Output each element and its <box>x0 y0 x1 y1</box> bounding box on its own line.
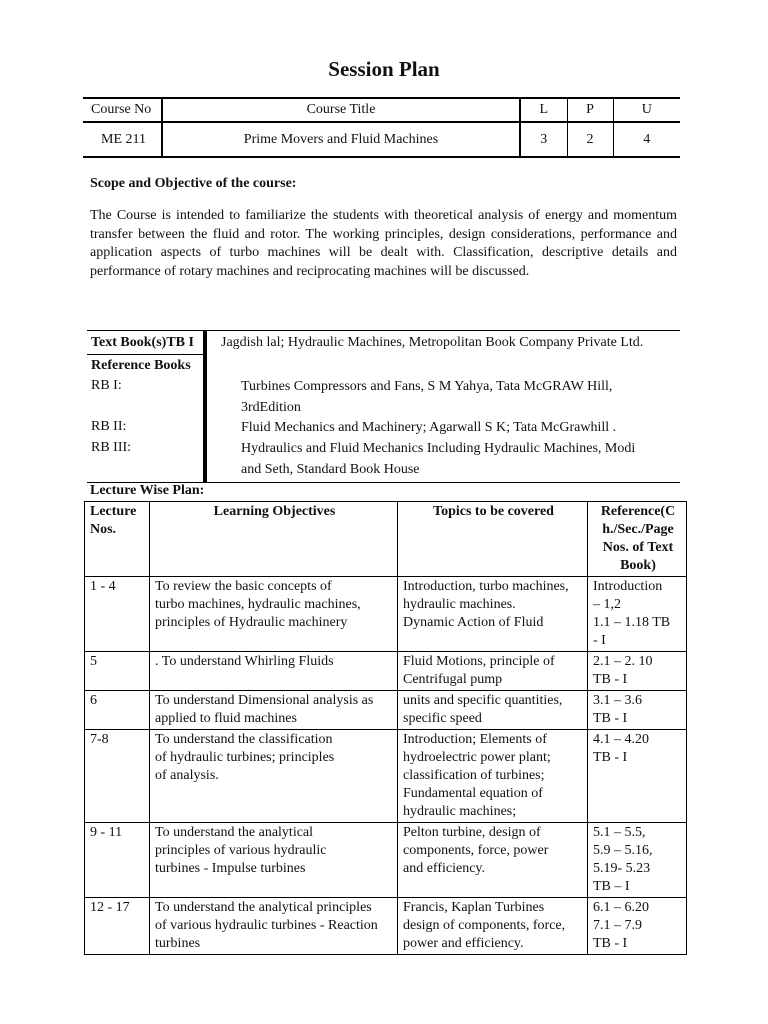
objective-cell-line: To understand the analytical principles <box>155 900 372 915</box>
header-lecture-nos <box>85 502 150 577</box>
reference-cell-line: 7.1 – 7.9 <box>593 918 642 933</box>
topics-cell-line: and efficiency. <box>403 861 486 876</box>
lecture-nos-cell-line: 7-8 <box>90 732 109 747</box>
lecture-nos-cell <box>85 730 150 823</box>
topics-cell <box>398 898 588 955</box>
objective-cell <box>150 691 398 730</box>
reference-cell-line: 5.19- 5.23 <box>593 861 651 876</box>
objective-cell-line: To review the basic concepts of <box>155 579 332 594</box>
rb3-line-1: Hydraulics and Fluid Mechanics Including Hydraulic Machines, Modi <box>241 441 636 456</box>
rb2-label: RB II: <box>91 419 127 434</box>
header-reference-line-2: h./Sec./Page <box>602 522 674 537</box>
reference-cell-line: 5.1 – 5.5, <box>593 825 646 840</box>
u-value: 4 <box>613 122 680 157</box>
header-reference-line-4: Book) <box>620 558 656 573</box>
objective-cell <box>150 898 398 955</box>
lecture-nos-cell-line: 1 - 4 <box>90 579 116 594</box>
rb2-text <box>241 417 677 438</box>
topics-cell-line: Dynamic Action of Fluid <box>403 615 544 630</box>
table-row <box>85 652 687 691</box>
reference-cell-line: TB - I <box>593 936 628 951</box>
reference-cell-line: 2.1 – 2. 10 <box>593 654 653 669</box>
topics-cell <box>398 577 588 652</box>
header-learning-objectives: Learning Objectives <box>150 502 398 577</box>
rb1-line-1: Turbines Compressors and Fans, S M Yahya, Tata McGRAW Hill, <box>241 379 613 394</box>
lecture-nos-cell-line: 5 <box>90 654 97 669</box>
objective-cell-line: of various hydraulic turbines - Reaction <box>155 918 378 933</box>
reference-cell-line: TB - I <box>593 711 628 726</box>
reference-cell <box>588 691 687 730</box>
objective-cell-line: of hydraulic turbines; principles <box>155 750 335 765</box>
objective-cell-line: turbo machines, hydraulic machines, <box>155 597 361 612</box>
reference-cell-line: 6.1 – 6.20 <box>593 900 649 915</box>
header-p: P <box>567 98 613 122</box>
header-reference <box>588 502 687 577</box>
books-block <box>87 330 680 483</box>
header-lecture-line-1: Lecture <box>90 504 137 519</box>
reference-cell <box>588 898 687 955</box>
objective-cell-line: To understand the analytical <box>155 825 314 840</box>
objective-cell <box>150 730 398 823</box>
lecture-nos-cell-line: 9 - 11 <box>90 825 123 840</box>
rb1-text <box>241 376 677 418</box>
objective-cell-line: principles of Hydraulic machinery <box>155 615 348 630</box>
lecture-nos-cell <box>85 577 150 652</box>
text-book-value: Jagdish lal; Hydraulic Machines, Metropolitan Book Company Private Ltd. <box>221 335 644 350</box>
topics-cell-line: components, force, power <box>403 843 549 858</box>
topics-cell-line: hydroelectric power plant; <box>403 750 551 765</box>
reference-cell-line: 4.1 – 4.20 <box>593 732 649 747</box>
rb3-label: RB III: <box>91 440 132 455</box>
rb3-text <box>241 438 677 480</box>
books-separator <box>87 354 204 355</box>
header-course-no: Course No <box>83 98 162 122</box>
reference-cell-line: TB - I <box>593 672 628 687</box>
header-u: U <box>613 98 680 122</box>
reference-cell-line: TB – I <box>593 879 630 894</box>
header-topics: Topics to be covered <box>398 502 588 577</box>
reference-cell <box>588 730 687 823</box>
reference-cell-line: 5.9 – 5.16, <box>593 843 653 858</box>
topics-cell <box>398 730 588 823</box>
course-table-data-row <box>83 122 680 157</box>
reference-cell-line: – 1,2 <box>593 597 621 612</box>
lecture-nos-cell-line: 6 <box>90 693 97 708</box>
p-value: 2 <box>567 122 613 157</box>
topics-cell-line: design of components, force, <box>403 918 566 933</box>
objective-cell-line: To understand the classification <box>155 732 333 747</box>
course-table <box>83 97 680 158</box>
scope-text: The Course is intended to familiarize the students with theoretical analysis of energy and momentum transfer between the fluid and rotor. The working principles, design considerations, performance and application aspects of turbo machines will be dealt with. Classification, descriptive details and performance of rotary machines and reciprocating machines will be discussed. <box>90 208 677 279</box>
topics-cell-line: hydraulic machines; <box>403 804 517 819</box>
lecture-nos-cell <box>85 823 150 898</box>
header-course-title: Course Title <box>162 98 520 122</box>
table-row <box>85 691 687 730</box>
lecture-table-body <box>85 577 687 955</box>
lecture-nos-cell <box>85 652 150 691</box>
topics-cell-line: units and specific quantities, <box>403 693 563 708</box>
reference-cell-line: 3.1 – 3.6 <box>593 693 642 708</box>
course-no-value: ME 211 <box>101 131 146 147</box>
reference-books-label: Reference Books <box>91 358 191 373</box>
lecture-nos-cell <box>85 898 150 955</box>
header-lecture-line-2: Nos. <box>90 522 117 537</box>
objective-cell-line: of analysis. <box>155 768 219 783</box>
topics-cell-line: Fundamental equation of <box>403 786 543 801</box>
text-book-label: Text Book(s)TB I <box>91 335 194 350</box>
reference-cell-line: - I <box>593 633 606 648</box>
rb2-line-1: Fluid Mechanics and Machinery; Agarwall S K; Tata McGrawhill . <box>241 420 617 435</box>
topics-cell-line: Centrifugal pump <box>403 672 503 687</box>
header-reference-line-1: Reference(C <box>600 504 676 519</box>
objective-cell <box>150 577 398 652</box>
topics-cell-line: Introduction; Elements of <box>403 732 547 747</box>
topics-cell-line: hydraulic machines. <box>403 597 516 612</box>
rb1-line-2: 3rdEdition <box>241 400 301 415</box>
topics-cell-line: specific speed <box>403 711 482 726</box>
lecture-nos-cell <box>85 691 150 730</box>
objective-cell-line: principles of various hydraulic <box>155 843 327 858</box>
reference-cell <box>588 652 687 691</box>
course-title-value: Prime Movers and Fluid Machines <box>162 122 520 157</box>
topics-cell <box>398 691 588 730</box>
lecture-plan-heading: Lecture Wise Plan: <box>90 483 205 498</box>
topics-cell-line: Introduction, turbo machines, <box>403 579 569 594</box>
lecture-nos-cell-line: 12 - 17 <box>90 900 130 915</box>
objective-cell <box>150 652 398 691</box>
table-row <box>85 898 687 955</box>
reference-cell <box>588 823 687 898</box>
l-value: 3 <box>520 122 567 157</box>
scope-heading: Scope and Objective of the course: <box>90 176 297 191</box>
reference-cell-line: TB - I <box>593 750 628 765</box>
objective-cell-line: turbines <box>155 936 201 951</box>
objective-cell <box>150 823 398 898</box>
topics-cell <box>398 823 588 898</box>
reference-cell <box>588 577 687 652</box>
objective-cell-line: turbines - Impulse turbines <box>155 861 306 876</box>
rb3-line-2: and Seth, Standard Book House <box>241 462 420 477</box>
objective-cell-line: . To understand Whirling Fluids <box>155 654 334 669</box>
rb1-label: RB I: <box>91 378 122 393</box>
topics-cell-line: power and efficiency. <box>403 936 524 951</box>
course-table-header-row <box>83 98 680 122</box>
lecture-plan-table <box>84 501 687 955</box>
topics-cell-line: Francis, Kaplan Turbines <box>403 900 545 915</box>
header-reference-line-3: Nos. of Text <box>602 540 674 555</box>
topics-cell-line: classification of turbines; <box>403 768 545 783</box>
topics-cell-line: Pelton turbine, design of <box>403 825 541 840</box>
page-title: Session Plan <box>328 57 440 81</box>
lecture-table-header-row <box>85 502 687 577</box>
objective-cell-line: applied to fluid machines <box>155 711 297 726</box>
table-row <box>85 823 687 898</box>
reference-cell-line: 1.1 – 1.18 TB <box>593 615 671 630</box>
objective-cell-line: To understand Dimensional analysis as <box>155 693 374 708</box>
topics-cell <box>398 652 588 691</box>
header-l: L <box>520 98 567 122</box>
reference-cell-line: Introduction <box>593 579 663 594</box>
table-row <box>85 730 687 823</box>
table-row <box>85 577 687 652</box>
topics-cell-line: Fluid Motions, principle of <box>403 654 555 669</box>
